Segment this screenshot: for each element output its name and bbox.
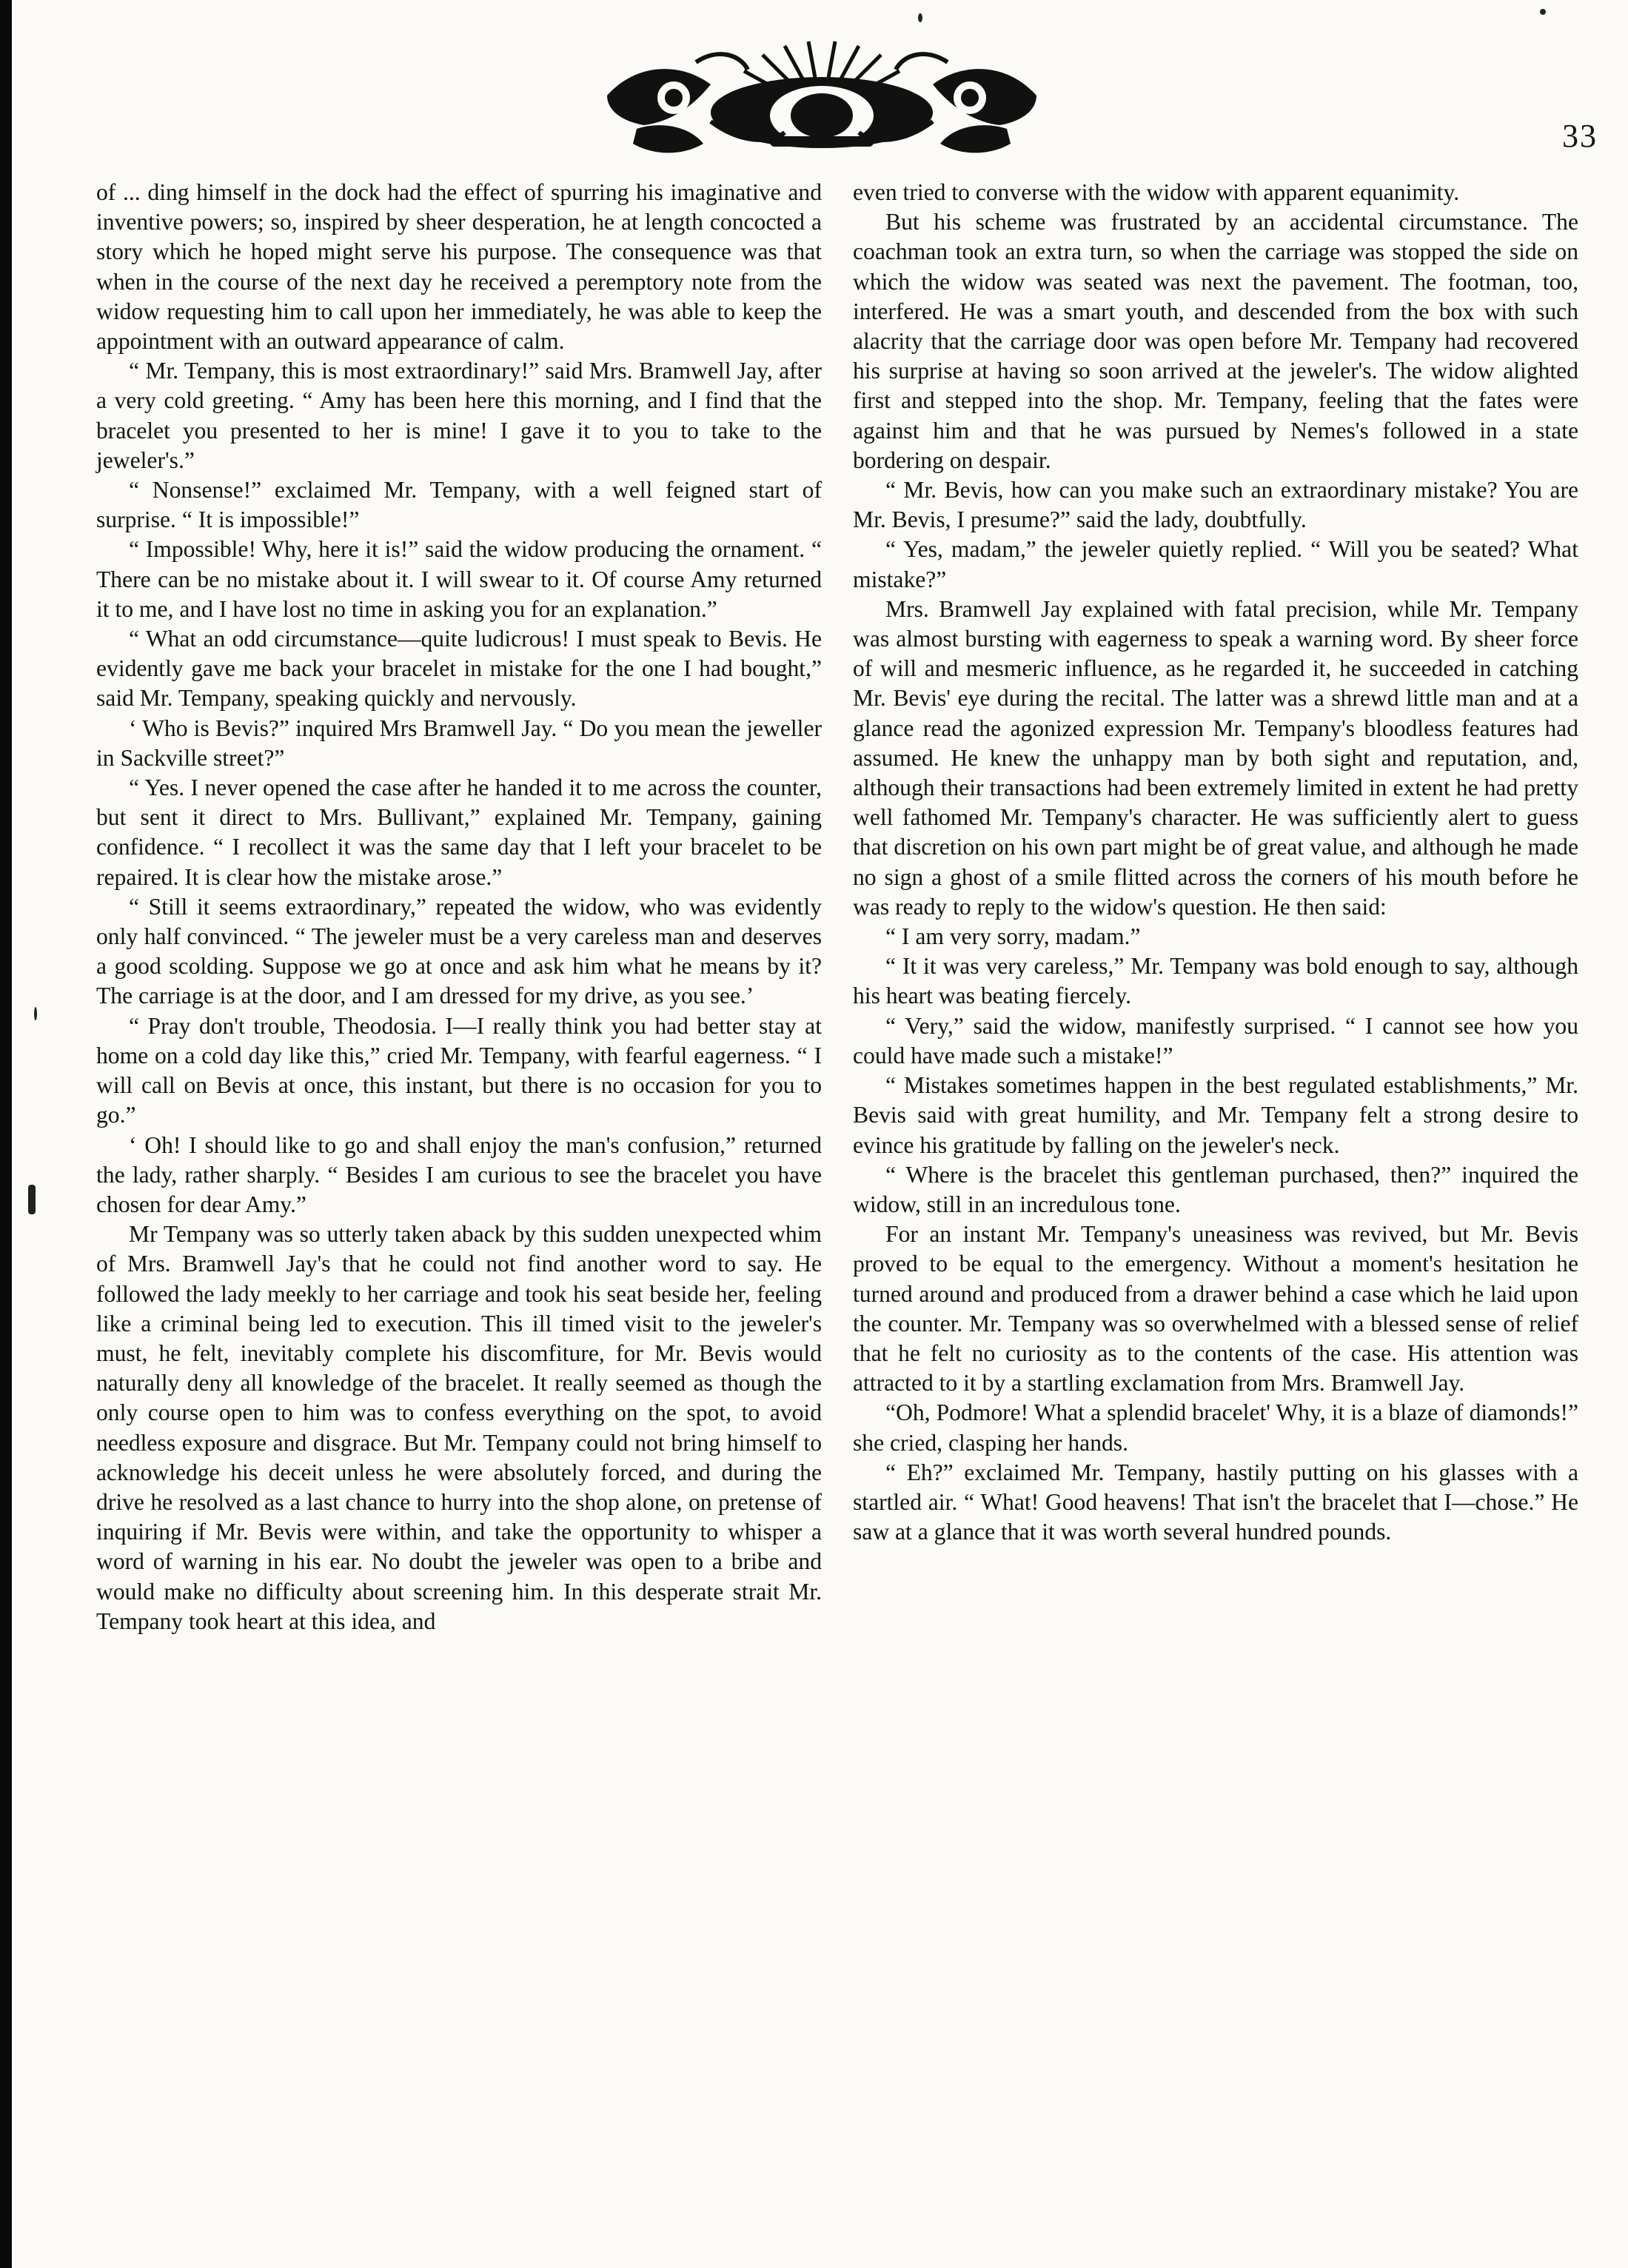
paragraph: “ Nonsense!” exclaimed Mr. Tempany, with a well feigned start of surprise. “ It is impossible!”: [96, 477, 822, 533]
paragraph: “ Pray don't trouble, Theodosia. I—I really think you had better stay at home on a cold day like this,” cried Mr. Tempany, with fearful eagerness. “ I will call on Bevis at once, this instant, but there is no occasion for you to go.”: [96, 1012, 822, 1128]
paragraph: “ Still it seems extraordinary,” repeated the widow, who was evidently only half convinced. “ The jeweler must be a very careless man and deserves a good scolding. Suppose we go at once and ask him what he means by it? The carriage is at the door, and I am dressed for my drive, as you see.’: [96, 893, 822, 1009]
paragraph: of ... ding himself in the dock had the effect of spurring his imaginative and inventive powers; so, inspired by sheer desperation, he at length concocted a story which he hoped might serve his purpose. The consequence was that when in the course of the next day he received a peremptory note from the widow requesting him to call upon her immediately, he was able to keep the appointment with an outward appearance of calm.: [96, 179, 822, 355]
paragraph: Mrs. Bramwell Jay explained with fatal precision, while Mr. Tempany was almost bursting with eagerness to speak a warning word. By sheer force of will and mesmeric influence, as he regarded it, he succeeded in catching Mr. Bevis' eye during the recital. The latter was a shrewd little man and at a glance read the agonized expression Mr. Tempany's bloodless features had assumed. He knew the unhappy man by both sight and reputation, and, although their transactions had been extremely limited in extent he had pretty well fathomed Mr. Tempany's character. He was sufficiently alert to guess that discretion on his own part might be of great value, and although he made no sign a ghost of a smile flitted across the corners of his mouth before he was ready to reply to the widow's question. He then said:: [853, 595, 1578, 920]
paragraph: “ Where is the bracelet this gentleman purchased, then?” inquired the widow, still in an incredulous tone.: [853, 1161, 1578, 1217]
paragraph: “ Yes, madam,” the jeweler quietly replied. “ Will you be seated? What mistake?”: [853, 536, 1578, 592]
paragraph: even tried to converse with the widow with apparent equanimity.: [853, 179, 1460, 205]
paragraph: “ Eh?” exclaimed Mr. Tempany, hastily putting on his glasses with a startled air. “ What! Good heavens! That isn't the bracelet that I—chose.” He saw at a glance that it was worth several hundred pounds.: [853, 1459, 1578, 1545]
paragraph: For an instant Mr. Tempany's uneasiness was revived, but Mr. Bevis proved to be equal to the emergency. Without a moment's hesitation he turned around and produced from a drawer behind a case which he laid upon the counter. Mr. Tempany was so overwhelmed with a blessed sense of relief that he felt no curiosity as to the contents of the case. His attention was attracted to it by a startling exclamation from Mrs. Bramwell Jay.: [853, 1221, 1578, 1396]
paragraph: “ It it was very careless,” Mr. Tempany was bold enough to say, although his heart was beating fiercely.: [853, 953, 1578, 1009]
paragraph: “ Mr. Tempany, this is most extraordinary!” said Mrs. Bramwell Jay, after a very cold greeting. “ Amy has been here this morning, and I find that the bracelet you presented to her is mine! I gave it to you to take to the jeweler's.”: [96, 358, 822, 473]
paragraph: “ Yes. I never opened the case after he handed it to me across the counter, but sent it direct to Mrs. Bullivant,” explained Mr. Tempany, gaining confidence. “ I recollect it was the same day that I left your bracelet to be repaired. It is clear how the mistake arose.”: [96, 775, 822, 890]
right-text-column: [853, 178, 1578, 1547]
paragraph: ‘ Who is Bevis?” inquired Mrs Bramwell Jay. “ Do you mean the jeweller in Sackville street?”: [96, 715, 822, 771]
paragraph: “Oh, Podmore! What a splendid bracelet' Why, it is a blaze of diamonds!” she cried, clasping her hands.: [853, 1399, 1578, 1456]
paragraph: “ What an odd circumstance—quite ludicrous! I must speak to Bevis. He evidently gave me back your bracelet in mistake for the one I had bought,” said Mr. Tempany, speaking quickly and nervously.: [96, 626, 822, 712]
scan-speck: [34, 1007, 37, 1020]
page-number: 33: [1562, 118, 1598, 154]
page-edge-rule: [0, 0, 12, 2268]
paragraph: Mr Tempany was so utterly taken aback by this sudden unexpected whim of Mrs. Bramwell Jay's that he could not find another word to say. He followed the lady meekly to her carriage and took his seat beside her, feeling like a criminal being led to execution. This ill timed visit to the jeweler's must, he felt, inevitably complete his discomfiture, for Mr. Bevis would naturally deny all knowledge of the bracelet. It really seemed as though the only course open to him was to confess everything on the spot, to avoid needless exposure and disgrace. But Mr. Tempany could not bring himself to acknowledge his deceit unless he were absolutely forced, and during the drive he resolved as a last chance to hurry into the shop alone, on pretense of inquiring if Mr. Bevis were within, and take the opportunity to whisper a word of warning in his ear. No doubt the jeweler was open to a bribe and would make no difficulty about screening him. In this desperate strait Mr. Tempany took heart at this idea, and: [96, 1221, 822, 1634]
left-text-column: [96, 178, 822, 1636]
paragraph: ‘ Oh! I should like to go and shall enjoy the man's confusion,” returned the lady, rather sharply. “ Besides I am curious to see the bracelet you have chosen for dear Amy.”: [96, 1131, 822, 1217]
scan-speck: [1540, 9, 1546, 15]
paragraph: “ I am very sorry, madam.”: [885, 923, 1141, 950]
paragraph: “ Impossible! Why, here it is!” said the widow producing the ornament. “ There can be no mistake about it. I will swear to it. Of course Amy returned it to me, and I have lost no time in asking you for an explanation.”: [96, 536, 822, 622]
paragraph: But his scheme was frustrated by an accidental circumstance. The coachman took an extra turn, so when the carriage was stopped the side on which the widow was seated was next the pavement. The footman, too, interfered. He was a smart youth, and descended from the box with such alacrity that the carriage door was open before Mr. Tempany had recovered his surprise at having so soon arrived at the jeweler's. The widow alighted first and stepped into the shop. Mr. Tempany, feeling that the fates were against him and that he was pursued by Nemes's followed in a state bordering on despair.: [853, 209, 1578, 473]
headpiece-ornament-icon: [592, 33, 1051, 162]
paragraph: “ Very,” said the widow, manifestly surprised. “ I cannot see how you could have made such a mistake!”: [853, 1012, 1578, 1068]
paragraph: “ Mr. Bevis, how can you make such an extraordinary mistake? You are Mr. Bevis, I presume?” said the lady, doubtfully.: [853, 477, 1578, 533]
paragraph: “ Mistakes sometimes happen in the best regulated establishments,” Mr. Bevis said with great humility, and Mr. Tempany felt a strong desire to evince his gratitude by falling on the jeweler's neck.: [853, 1072, 1578, 1158]
scan-speck: [28, 1185, 36, 1214]
scan-speck: [918, 13, 922, 22]
